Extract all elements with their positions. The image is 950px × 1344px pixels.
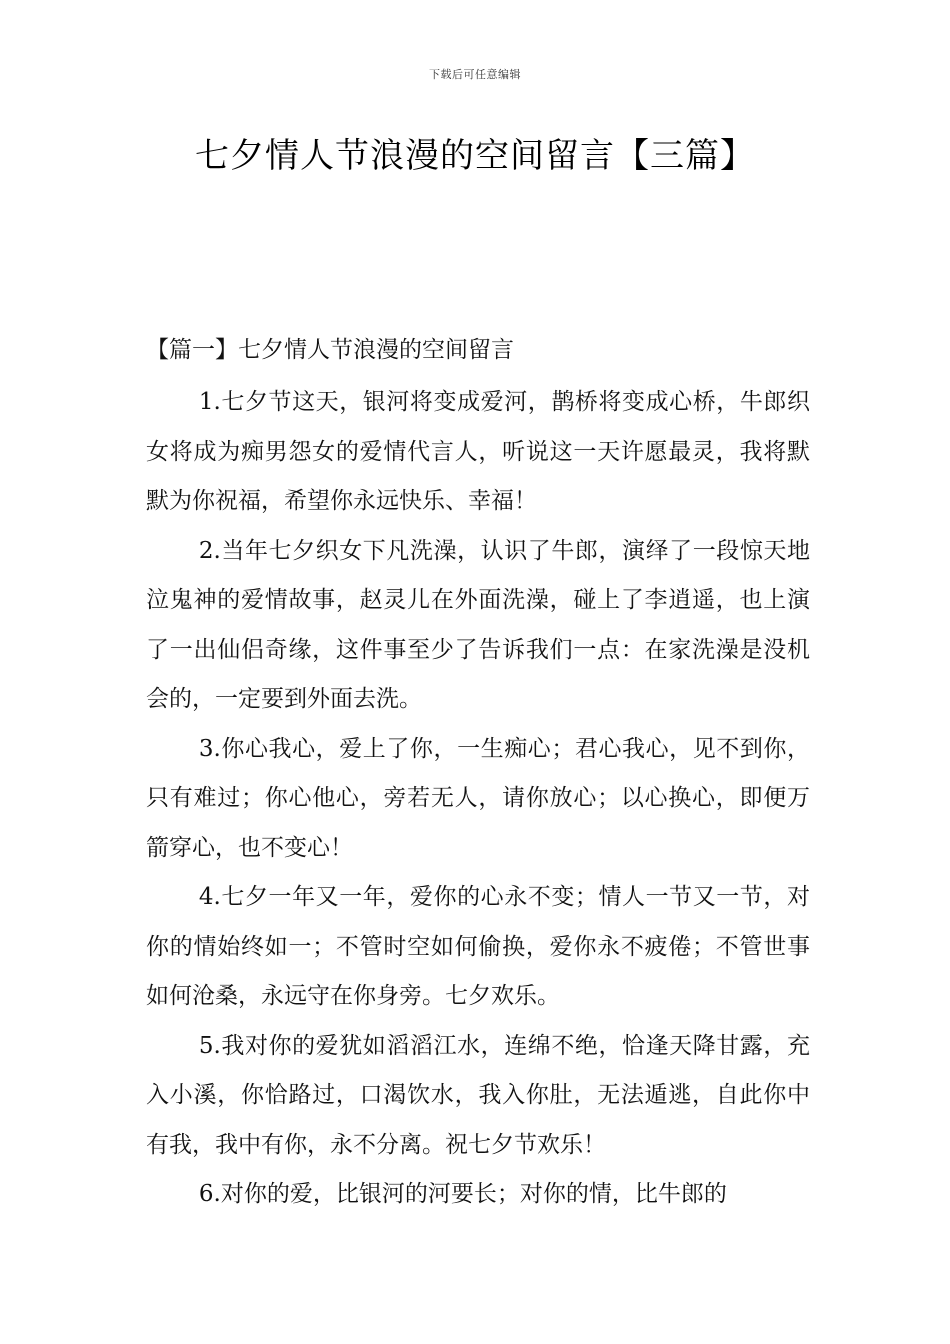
paragraph-2: 2.当年七夕织女下凡洗澡，认识了牛郎，演绎了一段惊天地泣鬼神的爱情故事，赵灵儿在外面洗澡，碰上了李逍遥，也上演了一出仙侣奇缘，这件事至少了告诉我们一点：在家洗澡是没机会的，一定要到外面去洗。 — [146, 537, 810, 712]
paragraph-3: 3.你心我心，爱上了你，一生痴心；君心我心，见不到你，只有难过；你心他心，旁若无人，请你放心；以心换心，即便万箭穿心，也不变心！ — [146, 735, 810, 861]
header-note: 下载后可任意编辑 — [429, 68, 521, 81]
document-title: 七夕情人节浪漫的空间留言【三篇】 — [195, 136, 755, 176]
paragraph-1: 1.七夕节这天，银河将变成爱河，鹊桥将变成心桥，牛郎织女将成为痴男怨女的爱情代言人，听说这一天许愿最灵，我将默默为你祝福，希望你永远快乐、幸福！ — [146, 389, 810, 514]
paragraph-5: 5.我对你的爱犹如滔滔江水，连绵不绝，恰逢天降甘露，充入小溪，你恰路过，口渴饮水，我入你肚，无法遁逃，自此你中有我，我中有你，永不分离。祝七夕节欢乐！ — [146, 1032, 810, 1158]
document-body — [146, 330, 810, 1220]
paragraph-6: 6.对你的爱，比银河的河要长；对你的情，比牛郎的 — [198, 1181, 727, 1207]
paragraph-4: 4.七夕一年又一年，爱你的心永不变；情人一节又一节，对你的情始终如一；不管时空如何偷换，爱你永不疲倦；不管世事如何沧桑，永远守在你身旁。七夕欢乐。 — [146, 884, 810, 1009]
section-heading: 【篇一】七夕情人节浪漫的空间留言 — [146, 337, 514, 363]
